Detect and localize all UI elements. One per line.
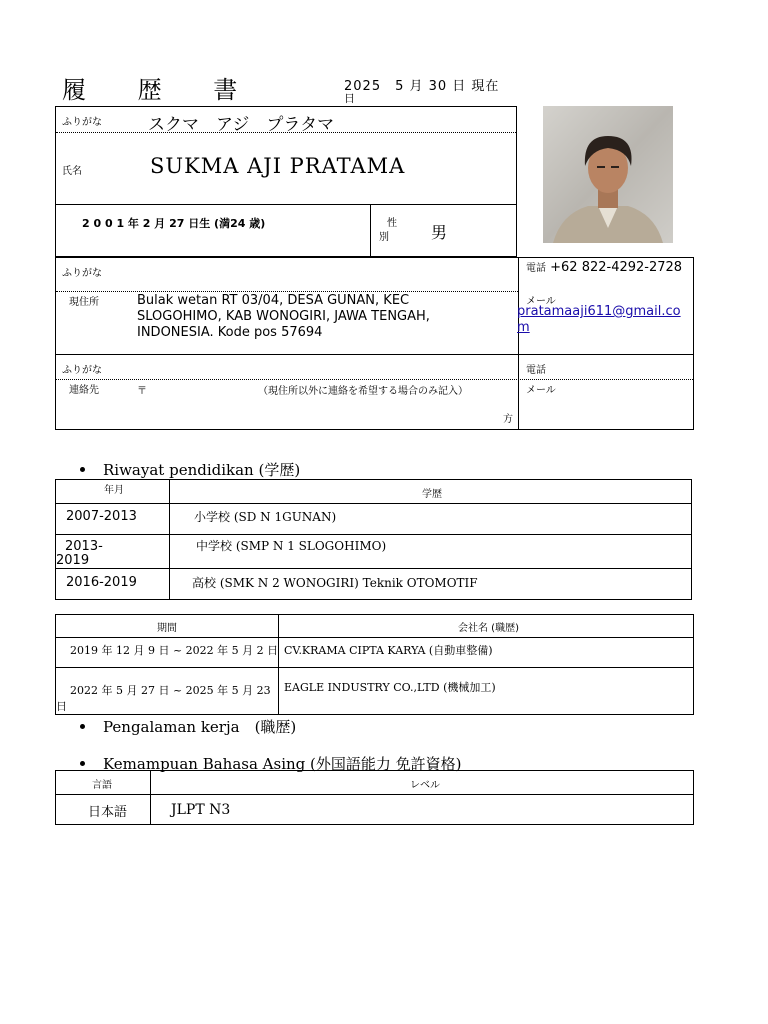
language-row-1-level: JLPT N3 [171, 802, 231, 818]
phone-value: +62 822-4292-2728 [550, 260, 683, 275]
gender-label-top: 性 [387, 218, 397, 229]
email-link[interactable]: pratamaaji611@gmail.com [517, 304, 681, 335]
gender-label-bottom: 別 [379, 232, 389, 243]
furigana-label: ふりがな [62, 117, 102, 128]
bullet-icon [80, 724, 85, 729]
phone-field [526, 260, 686, 276]
language-heading: Kemampuan Bahasa Asing (外国語能力 免許資格) [80, 753, 462, 774]
education-heading: Riwayat pendidikan (学歴) [80, 459, 300, 480]
phone-label: 電話 [526, 263, 546, 274]
contact-postal-mark: 〒 [137, 386, 147, 397]
contact-label: 連絡先 [69, 385, 99, 396]
birth-date: 2 0 0 1 年 2 月 27 日生 (満24 歳) [82, 217, 266, 230]
contact-phone-label: 電話 [526, 365, 546, 376]
language-col-lang: 言語 [92, 780, 112, 791]
education-row-2-year: 2013-2019 [56, 539, 103, 568]
language-col-level: レベル [410, 780, 440, 791]
contact-furigana-label: ふりがな [62, 365, 102, 376]
work-row-2-period: 2022 年 5 月 27 日 ~ 2025 年 5 月 23 日 [56, 684, 271, 713]
document-date-tail: 日 [344, 92, 355, 105]
education-row-2-detail: 中学校 (SMP N 1 SLOGOHIMO) [196, 539, 387, 553]
address-value: Bulak wetan RT 03/04, DESA GUNAN, KEC SLOGOHIMO, KAB WONOGIRI, JAWA TENGAH, INDONESIA. Kode pos 57694 [137, 293, 430, 340]
bullet-icon [80, 761, 85, 766]
address-furigana-label: ふりがな [62, 268, 102, 279]
contact-suffix: 方 [503, 414, 513, 425]
language-table [55, 770, 694, 825]
work-col-company: 会社名 (職歴) [458, 623, 519, 634]
work-col-period: 期間 [157, 623, 177, 634]
document-title: 履 歴 書 [62, 76, 260, 104]
work-row-2-company: EAGLE INDUSTRY CO.,LTD (機械加工) [284, 681, 496, 694]
education-col-detail: 学歴 [422, 489, 442, 500]
email-label: メール [526, 296, 556, 307]
person-photo-icon [543, 106, 673, 243]
email-field [517, 303, 693, 335]
furigana-value: スクマ アジ プラタマ [148, 115, 335, 135]
gender-value: 男 [431, 223, 448, 242]
work-heading: Pengalaman kerja (職歴) [80, 716, 296, 737]
contact-note: （現住所以外に連絡を希望する場合のみ記入） [258, 386, 468, 397]
name-value: SUKMA AJI PRATAMA [150, 154, 406, 178]
work-row-1-period: 2019 年 12 月 9 日 ~ 2022 年 5 月 2 日 [70, 644, 279, 657]
education-row-1-year: 2007-2013 [66, 509, 137, 524]
address-label: 現住所 [69, 297, 99, 308]
bullet-icon [80, 467, 85, 472]
education-row-1-detail: 小学校 (SD N 1GUNAN) [194, 510, 337, 524]
education-row-3-year: 2016-2019 [66, 575, 137, 590]
education-col-year: 年月 [104, 485, 124, 496]
name-label: 氏名 [62, 166, 82, 177]
document-date: 2025 5 月 30 日 現在 [344, 79, 500, 94]
education-row-3-detail: 高校 (SMK N 2 WONOGIRI) Teknik OTOMOTIF [192, 576, 478, 590]
profile-photo [543, 106, 673, 243]
work-row-1-company: CV.KRAMA CIPTA KARYA (自動車整備) [284, 644, 493, 657]
language-row-1-lang: 日本語 [88, 805, 128, 820]
contact-email-label: メール [526, 385, 556, 396]
